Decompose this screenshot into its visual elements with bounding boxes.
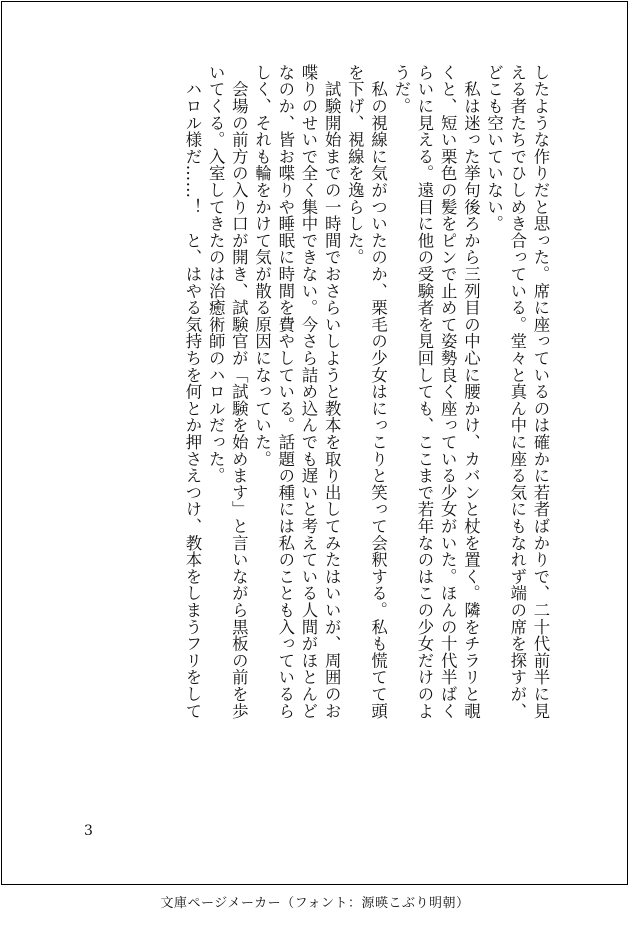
paragraph-3: 私の視線に気がついたのか、栗毛の少女はにっこりと笑って会釈する。私も慌てて頭 を下げ、視線を逸らした。	[345, 64, 388, 720]
footer-credit: 文庫ページメーカー（フォント：源暎こぶり明朝）	[160, 896, 470, 911]
paragraph-2: 私は迷った挙句後ろから三列目の中心に腰かけ、カバンと杖を置く。隣をチラリと覗 くと、短い栗色の髪をピンで止めて姿勢良く座っている少女がいた。ほんの十代半ばく らいに見える。遠目に他の受験者を見回しても、ここまで若年なのはこの少女だけのよ うだ。	[391, 64, 481, 720]
page-number: 3	[84, 823, 93, 839]
paragraph-1: したような作りだと思った。席に座っているのは確かに若者ばかりで、二十代前半に見 える者たちでひしめき合っている。堂々と真ん中に座る気にもなれず端の席を探すが、 どこも空いていない。	[484, 64, 550, 720]
paragraph-5: 会場の前方の入り口が開き、試験官が「試験を始めます」と言いながら黒板の前を歩 いてくる。入室してきたのは治癒術師のハロルだった。	[206, 64, 249, 720]
paragraph-4: 試験開始までの一時間でおさらいしようと教本を取り出してみたはいいが、周囲のお 喋りのせいで全く集中できない。今さら詰め込んでも遅いと考えている人間がほとんど なのか、皆お喋りや睡眠に時間を費やしている。話題の種には私のことも入っているら しく、それも輪をかけて気が散る原因になっていた。	[252, 64, 342, 720]
paragraph-6: ハロル様だ……！ と、はやる気持ちを何とか押さえつけ、教本をしまうフリをして	[182, 64, 202, 720]
vertical-text-block	[72, 64, 552, 814]
